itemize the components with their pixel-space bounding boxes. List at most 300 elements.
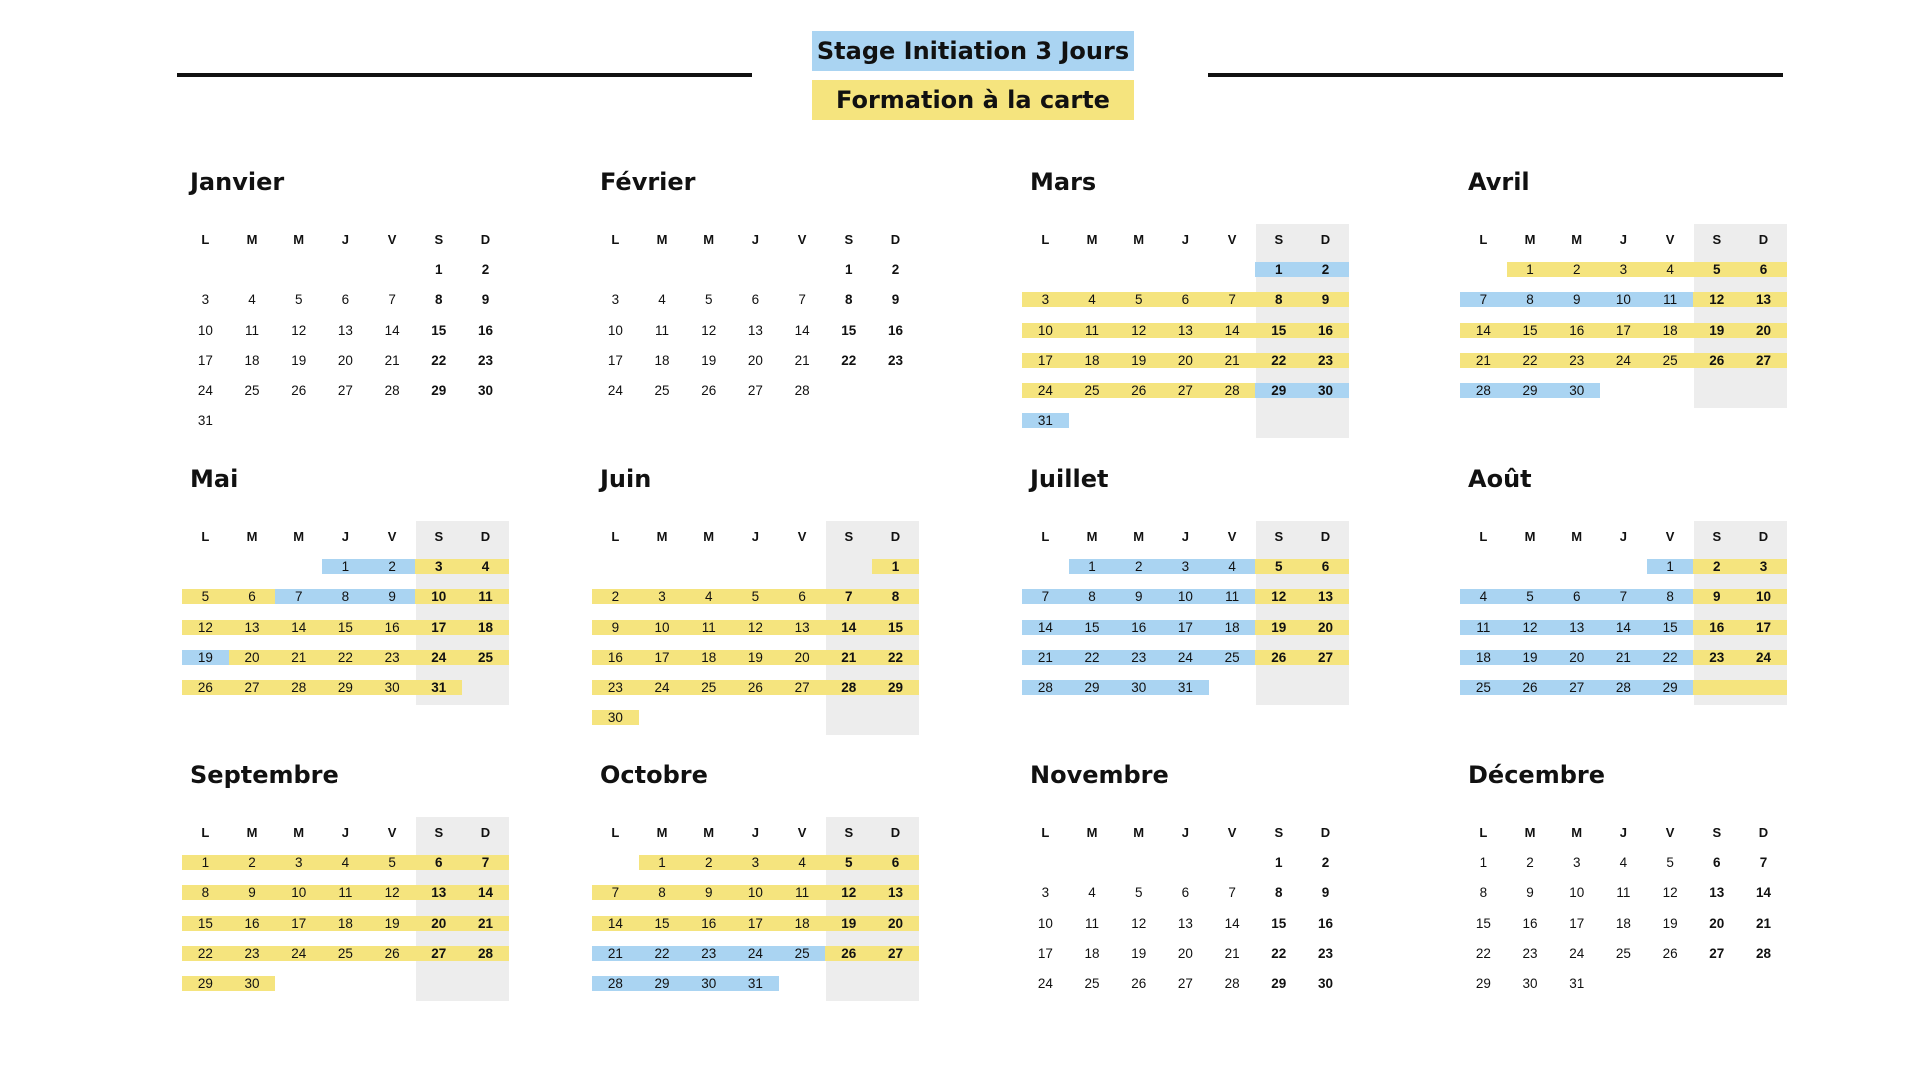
day-cell: 4 bbox=[1069, 292, 1116, 307]
day-cell: 23 bbox=[229, 946, 276, 961]
weekday-header: D bbox=[480, 824, 491, 840]
empty-cell bbox=[229, 262, 276, 277]
day-cell: 3 bbox=[732, 855, 779, 870]
day-cell: 17 bbox=[1569, 915, 1585, 931]
weekday-header: S bbox=[1712, 231, 1722, 247]
day-cell: 12 bbox=[369, 885, 416, 900]
day-cell: 1 bbox=[1069, 559, 1116, 574]
day-cell: 1 bbox=[1479, 854, 1488, 870]
weekday-header: S bbox=[1712, 528, 1722, 544]
month-grid bbox=[182, 817, 522, 999]
day-cell: 21 bbox=[592, 946, 639, 961]
day-cell: 1 bbox=[182, 855, 229, 870]
day-cell: 25 bbox=[779, 946, 826, 961]
day-cell: 17 bbox=[607, 352, 623, 368]
empty-cell bbox=[1162, 855, 1209, 870]
day-cell: 16 bbox=[887, 322, 903, 338]
weekday-header: M bbox=[656, 528, 668, 544]
empty-cell bbox=[1553, 559, 1600, 574]
weekend-shading bbox=[1694, 521, 1787, 705]
weekday-header: V bbox=[387, 824, 397, 840]
day-cell: 4 bbox=[779, 855, 826, 870]
day-cell: 5 bbox=[1693, 262, 1740, 277]
day-cell: 23 bbox=[369, 650, 416, 665]
day-cell: 3 bbox=[1022, 292, 1069, 307]
day-cell: 4 bbox=[1460, 589, 1507, 604]
day-cell: 1 bbox=[1275, 854, 1283, 870]
day-cell: 25 bbox=[685, 680, 732, 695]
day-cell: 15 bbox=[1271, 915, 1287, 931]
day-cell: 23 bbox=[592, 680, 639, 695]
day-cell: 1 bbox=[1647, 559, 1694, 574]
weekday-header: J bbox=[1619, 824, 1628, 840]
weekday-header: S bbox=[844, 231, 854, 247]
day-cell: 9 bbox=[1553, 292, 1600, 307]
month-grid bbox=[1460, 224, 1800, 406]
empty-cell bbox=[685, 262, 732, 277]
day-cell: 27 bbox=[1302, 650, 1349, 665]
weekday-header: S bbox=[1712, 824, 1722, 840]
day-cell: 23 bbox=[1522, 945, 1538, 961]
day-cell: 29 bbox=[639, 976, 686, 991]
weekday-header: D bbox=[890, 528, 901, 544]
day-cell: 30 bbox=[1522, 976, 1538, 992]
day-cell: 14 bbox=[1460, 323, 1507, 338]
day-cell: 11 bbox=[1209, 589, 1256, 604]
day-cell: 14 bbox=[1224, 915, 1240, 931]
day-cell: 15 bbox=[841, 322, 857, 338]
day-cell: 15 bbox=[1507, 323, 1554, 338]
day-cell: 24 bbox=[1569, 945, 1585, 961]
weekday-header: L bbox=[611, 528, 620, 544]
day-cell: 14 bbox=[1600, 620, 1647, 635]
day-cell: 7 bbox=[1022, 589, 1069, 604]
day-cell: 21 bbox=[275, 650, 322, 665]
day-cell: 2 bbox=[1526, 854, 1534, 870]
day-cell: 24 bbox=[197, 383, 213, 399]
day-cell: 11 bbox=[1085, 915, 1100, 931]
empty-cell bbox=[182, 559, 229, 574]
weekday-header: D bbox=[890, 824, 901, 840]
day-cell: 13 bbox=[229, 620, 276, 635]
day-cell: 7 bbox=[825, 589, 872, 604]
empty-cell bbox=[592, 855, 639, 870]
day-cell: 3 bbox=[639, 589, 686, 604]
weekday-header: D bbox=[1758, 528, 1769, 544]
day-cell: 16 bbox=[229, 916, 276, 931]
weekday-header: S bbox=[1274, 231, 1284, 247]
weekday-header: V bbox=[1665, 231, 1675, 247]
month-title: Mai bbox=[190, 465, 239, 493]
day-cell: 5 bbox=[182, 589, 229, 604]
day-cell: 11 bbox=[685, 620, 732, 635]
day-cell: 28 bbox=[1460, 383, 1507, 398]
day-cell: 29 bbox=[322, 680, 369, 695]
weekday-header: J bbox=[1181, 824, 1190, 840]
day-cell: 19 bbox=[182, 650, 229, 665]
day-cell: 5 bbox=[732, 589, 779, 604]
day-cell: 7 bbox=[1460, 292, 1507, 307]
empty-cell bbox=[1162, 262, 1209, 277]
legend-stage-initiation: Stage Initiation 3 Jours bbox=[812, 31, 1134, 71]
day-cell: 6 bbox=[341, 292, 350, 308]
day-cell: 18 bbox=[685, 650, 732, 665]
day-cell: 6 bbox=[1553, 589, 1600, 604]
day-cell: 5 bbox=[704, 292, 713, 308]
weekend-shading bbox=[1256, 521, 1349, 705]
day-cell: 23 bbox=[685, 946, 732, 961]
day-cell: 22 bbox=[431, 352, 447, 368]
day-cell: 22 bbox=[1647, 650, 1694, 665]
day-cell: 16 bbox=[369, 620, 416, 635]
day-cell: 19 bbox=[701, 352, 717, 368]
day-cell: 15 bbox=[1069, 620, 1116, 635]
month-7 bbox=[1022, 464, 1362, 703]
day-cell: 20 bbox=[779, 650, 826, 665]
day-cell: 31 bbox=[732, 976, 779, 991]
day-cell: 27 bbox=[337, 383, 353, 399]
day-cell: 8 bbox=[182, 885, 229, 900]
day-cell: 11 bbox=[1069, 323, 1116, 338]
day-cell: 3 bbox=[201, 292, 210, 308]
day-cell: 28 bbox=[462, 946, 509, 961]
month-2 bbox=[592, 167, 932, 406]
day-cell: 30 bbox=[1115, 680, 1162, 695]
day-cell: 27 bbox=[229, 680, 276, 695]
day-cell: 6 bbox=[1181, 885, 1190, 901]
month-12 bbox=[1460, 760, 1800, 999]
day-cell: 4 bbox=[685, 589, 732, 604]
day-cell: 17 bbox=[732, 916, 779, 931]
day-cell: 14 bbox=[825, 620, 872, 635]
day-cell: 27 bbox=[415, 946, 462, 961]
day-cell: 25 bbox=[1647, 353, 1694, 368]
weekday-header: D bbox=[1320, 528, 1331, 544]
day-cell: 9 bbox=[1526, 885, 1534, 901]
weekday-header: S bbox=[1274, 528, 1284, 544]
weekday-header: M bbox=[1571, 528, 1583, 544]
day-cell: 6 bbox=[1162, 292, 1209, 307]
day-cell: 1 bbox=[639, 855, 686, 870]
day-cell: 20 bbox=[872, 916, 919, 931]
month-3 bbox=[1022, 167, 1362, 436]
day-cell: 10 bbox=[197, 322, 213, 338]
day-cell: 28 bbox=[384, 383, 400, 399]
weekday-header: M bbox=[1133, 528, 1145, 544]
month-title: Avril bbox=[1468, 168, 1530, 196]
weekday-header: M bbox=[293, 231, 305, 247]
day-cell: 26 bbox=[825, 946, 872, 961]
month-title: Janvier bbox=[190, 168, 285, 196]
day-cell: 29 bbox=[1271, 976, 1287, 992]
day-cell: 19 bbox=[1662, 915, 1678, 931]
day-cell: 30 bbox=[477, 383, 493, 399]
weekday-header: M bbox=[293, 824, 305, 840]
day-cell: 13 bbox=[1709, 885, 1725, 901]
day-cell: 13 bbox=[1162, 323, 1209, 338]
empty-cell bbox=[1460, 262, 1507, 277]
day-cell: 9 bbox=[369, 589, 416, 604]
day-cell: 5 bbox=[1115, 292, 1162, 307]
day-cell: 16 bbox=[1302, 323, 1349, 338]
day-cell: 25 bbox=[244, 383, 260, 399]
day-cell: 9 bbox=[1115, 589, 1162, 604]
weekday-header: D bbox=[1758, 231, 1769, 247]
day-cell: 2 bbox=[1553, 262, 1600, 277]
month-grid bbox=[1460, 521, 1800, 703]
day-cell: 1 bbox=[845, 261, 853, 277]
day-cell: 25 bbox=[1615, 945, 1631, 961]
weekday-header: V bbox=[1665, 824, 1675, 840]
day-cell: 25 bbox=[1209, 650, 1256, 665]
empty-cell bbox=[592, 262, 639, 277]
month-grid bbox=[1022, 817, 1362, 999]
day-cell: 28 bbox=[1224, 976, 1240, 992]
weekday-header: M bbox=[1524, 528, 1536, 544]
day-cell: 2 bbox=[1693, 559, 1740, 574]
weekday-header: M bbox=[1571, 824, 1583, 840]
day-cell: 21 bbox=[1022, 650, 1069, 665]
day-cell: 24 bbox=[639, 680, 686, 695]
empty-cell bbox=[1022, 559, 1069, 574]
day-cell: 16 bbox=[685, 916, 732, 931]
day-cell: 21 bbox=[1460, 353, 1507, 368]
day-cell: 7 bbox=[275, 589, 322, 604]
day-cell: 26 bbox=[1131, 976, 1147, 992]
day-cell: 19 bbox=[1115, 353, 1162, 368]
month-title: Mars bbox=[1030, 168, 1097, 196]
day-cell: 22 bbox=[1475, 945, 1491, 961]
day-cell: 25 bbox=[462, 650, 509, 665]
day-cell: 20 bbox=[1177, 945, 1193, 961]
day-cell: 16 bbox=[477, 322, 493, 338]
day-cell: 8 bbox=[1479, 885, 1488, 901]
day-cell: 10 bbox=[275, 885, 322, 900]
day-cell: 3 bbox=[275, 855, 322, 870]
month-11 bbox=[1022, 760, 1362, 999]
weekday-header: V bbox=[797, 824, 807, 840]
month-1 bbox=[182, 167, 522, 436]
day-cell: 12 bbox=[1693, 292, 1740, 307]
day-cell: 22 bbox=[872, 650, 919, 665]
day-cell: 24 bbox=[415, 650, 462, 665]
day-cell: 12 bbox=[291, 322, 307, 338]
weekday-header: L bbox=[1041, 528, 1050, 544]
empty-cell bbox=[1209, 855, 1256, 870]
weekday-header: L bbox=[1041, 231, 1050, 247]
header-rule-right bbox=[1208, 73, 1783, 77]
day-cell: 29 bbox=[1647, 680, 1694, 695]
day-cell: 17 bbox=[275, 916, 322, 931]
day-cell: 15 bbox=[431, 322, 447, 338]
day-cell: 17 bbox=[1740, 620, 1787, 635]
month-grid bbox=[1022, 521, 1362, 703]
day-cell: 4 bbox=[248, 292, 256, 308]
day-cell: 16 bbox=[1693, 620, 1740, 635]
weekday-header: D bbox=[1320, 231, 1331, 247]
day-cell: 12 bbox=[1255, 589, 1302, 604]
day-cell: 18 bbox=[1069, 353, 1116, 368]
day-cell: 31 bbox=[1162, 680, 1209, 695]
day-cell: 22 bbox=[322, 650, 369, 665]
day-cell: 3 bbox=[1740, 559, 1787, 574]
day-cell: 7 bbox=[1759, 854, 1768, 870]
legend-formation-carte: Formation à la carte bbox=[812, 80, 1134, 120]
month-4 bbox=[1460, 167, 1800, 406]
month-title: Juillet bbox=[1030, 465, 1109, 493]
month-5 bbox=[182, 464, 522, 703]
month-grid bbox=[182, 521, 522, 703]
day-cell: 7 bbox=[462, 855, 509, 870]
day-cell: 14 bbox=[275, 620, 322, 635]
day-cell: 28 bbox=[275, 680, 322, 695]
day-cell: 18 bbox=[779, 916, 826, 931]
day-cell: 12 bbox=[732, 620, 779, 635]
day-cell: 17 bbox=[197, 352, 213, 368]
empty-cell bbox=[1600, 559, 1647, 574]
day-cell: 23 bbox=[1317, 945, 1333, 961]
day-cell: 5 bbox=[825, 855, 872, 870]
day-cell: 7 bbox=[798, 292, 806, 308]
day-cell: 25 bbox=[654, 383, 670, 399]
day-cell: 20 bbox=[1302, 620, 1349, 635]
weekday-header: M bbox=[703, 231, 715, 247]
month-title: Novembre bbox=[1030, 761, 1169, 789]
day-cell: 15 bbox=[1647, 620, 1694, 635]
day-cell: 13 bbox=[1177, 915, 1193, 931]
empty-cell bbox=[1209, 262, 1256, 277]
day-cell: 8 bbox=[435, 292, 443, 308]
day-cell: 12 bbox=[1115, 323, 1162, 338]
day-cell: 26 bbox=[1255, 650, 1302, 665]
day-cell: 2 bbox=[891, 261, 900, 277]
day-cell: 20 bbox=[1740, 323, 1787, 338]
day-cell: 22 bbox=[1271, 945, 1287, 961]
day-cell: 20 bbox=[1709, 915, 1725, 931]
day-cell: 22 bbox=[1507, 353, 1554, 368]
day-cell: 16 bbox=[1522, 915, 1538, 931]
weekday-header: D bbox=[890, 231, 901, 247]
day-cell: 2 bbox=[481, 261, 490, 277]
day-cell: 18 bbox=[1209, 620, 1256, 635]
weekend-shading bbox=[826, 817, 919, 1001]
weekday-header: M bbox=[1524, 824, 1536, 840]
empty-cell bbox=[639, 262, 686, 277]
day-cell: 10 bbox=[639, 620, 686, 635]
day-cell: 2 bbox=[1321, 854, 1330, 870]
day-cell: 19 bbox=[825, 916, 872, 931]
weekday-header: S bbox=[844, 528, 854, 544]
weekday-header: D bbox=[1320, 824, 1331, 840]
weekday-header: J bbox=[1181, 528, 1190, 544]
day-cell: 24 bbox=[275, 946, 322, 961]
day-cell: 16 bbox=[592, 650, 639, 665]
weekday-header: J bbox=[1181, 231, 1190, 247]
day-cell: 11 bbox=[322, 885, 369, 900]
day-cell: 19 bbox=[1693, 323, 1740, 338]
day-cell: 21 bbox=[384, 352, 400, 368]
day-cell: 14 bbox=[794, 322, 810, 338]
empty-cell bbox=[1022, 855, 1069, 870]
day-cell: 6 bbox=[1740, 262, 1787, 277]
day-cell: 7 bbox=[388, 292, 396, 308]
day-cell: 19 bbox=[1255, 620, 1302, 635]
day-cell: 31 bbox=[415, 680, 462, 695]
weekday-header: M bbox=[1571, 231, 1583, 247]
day-cell: 1 bbox=[1507, 262, 1554, 277]
month-grid bbox=[592, 521, 932, 733]
day-cell: 22 bbox=[1255, 353, 1302, 368]
weekday-header: V bbox=[1227, 528, 1237, 544]
day-cell: 8 bbox=[845, 292, 853, 308]
day-cell: 11 bbox=[779, 885, 826, 900]
weekday-header: M bbox=[1086, 824, 1098, 840]
day-cell: 11 bbox=[462, 589, 509, 604]
highlight-cell bbox=[1740, 680, 1787, 695]
weekday-header: L bbox=[201, 528, 210, 544]
weekday-header: D bbox=[1758, 824, 1769, 840]
day-cell: 26 bbox=[182, 680, 229, 695]
day-cell: 19 bbox=[1507, 650, 1554, 665]
day-cell: 20 bbox=[415, 916, 462, 931]
day-cell: 10 bbox=[1740, 589, 1787, 604]
day-cell: 23 bbox=[1553, 353, 1600, 368]
day-cell: 2 bbox=[1302, 262, 1349, 277]
day-cell: 12 bbox=[825, 885, 872, 900]
day-cell: 4 bbox=[1209, 559, 1256, 574]
day-cell: 17 bbox=[1600, 323, 1647, 338]
day-cell: 23 bbox=[1693, 650, 1740, 665]
weekday-header: S bbox=[844, 824, 854, 840]
weekday-header: V bbox=[387, 528, 397, 544]
day-cell: 8 bbox=[322, 589, 369, 604]
month-title: Juin bbox=[600, 465, 652, 493]
day-cell: 10 bbox=[1600, 292, 1647, 307]
empty-cell bbox=[275, 559, 322, 574]
day-cell: 29 bbox=[1507, 383, 1554, 398]
day-cell: 12 bbox=[1131, 915, 1147, 931]
day-cell: 10 bbox=[1037, 915, 1053, 931]
day-cell: 28 bbox=[1755, 945, 1771, 961]
day-cell: 27 bbox=[779, 680, 826, 695]
day-cell: 1 bbox=[1255, 262, 1302, 277]
day-cell: 6 bbox=[229, 589, 276, 604]
day-cell: 22 bbox=[182, 946, 229, 961]
day-cell: 26 bbox=[1662, 945, 1678, 961]
day-cell: 26 bbox=[291, 383, 307, 399]
day-cell: 6 bbox=[779, 589, 826, 604]
empty-cell bbox=[1022, 262, 1069, 277]
day-cell: 10 bbox=[732, 885, 779, 900]
empty-cell bbox=[1507, 559, 1554, 574]
day-cell: 29 bbox=[1069, 680, 1116, 695]
day-cell: 15 bbox=[1255, 323, 1302, 338]
weekday-header: V bbox=[797, 231, 807, 247]
day-cell: 16 bbox=[1317, 915, 1333, 931]
weekend-shading bbox=[416, 817, 509, 1001]
day-cell: 26 bbox=[369, 946, 416, 961]
day-cell: 27 bbox=[872, 946, 919, 961]
empty-cell bbox=[1115, 262, 1162, 277]
weekday-header: J bbox=[1619, 231, 1628, 247]
day-cell: 5 bbox=[1255, 559, 1302, 574]
day-cell: 3 bbox=[415, 559, 462, 574]
day-cell: 24 bbox=[1600, 353, 1647, 368]
weekend-shading bbox=[1694, 224, 1787, 408]
day-cell: 4 bbox=[462, 559, 509, 574]
day-cell: 24 bbox=[1022, 383, 1069, 398]
day-cell: 12 bbox=[701, 322, 717, 338]
